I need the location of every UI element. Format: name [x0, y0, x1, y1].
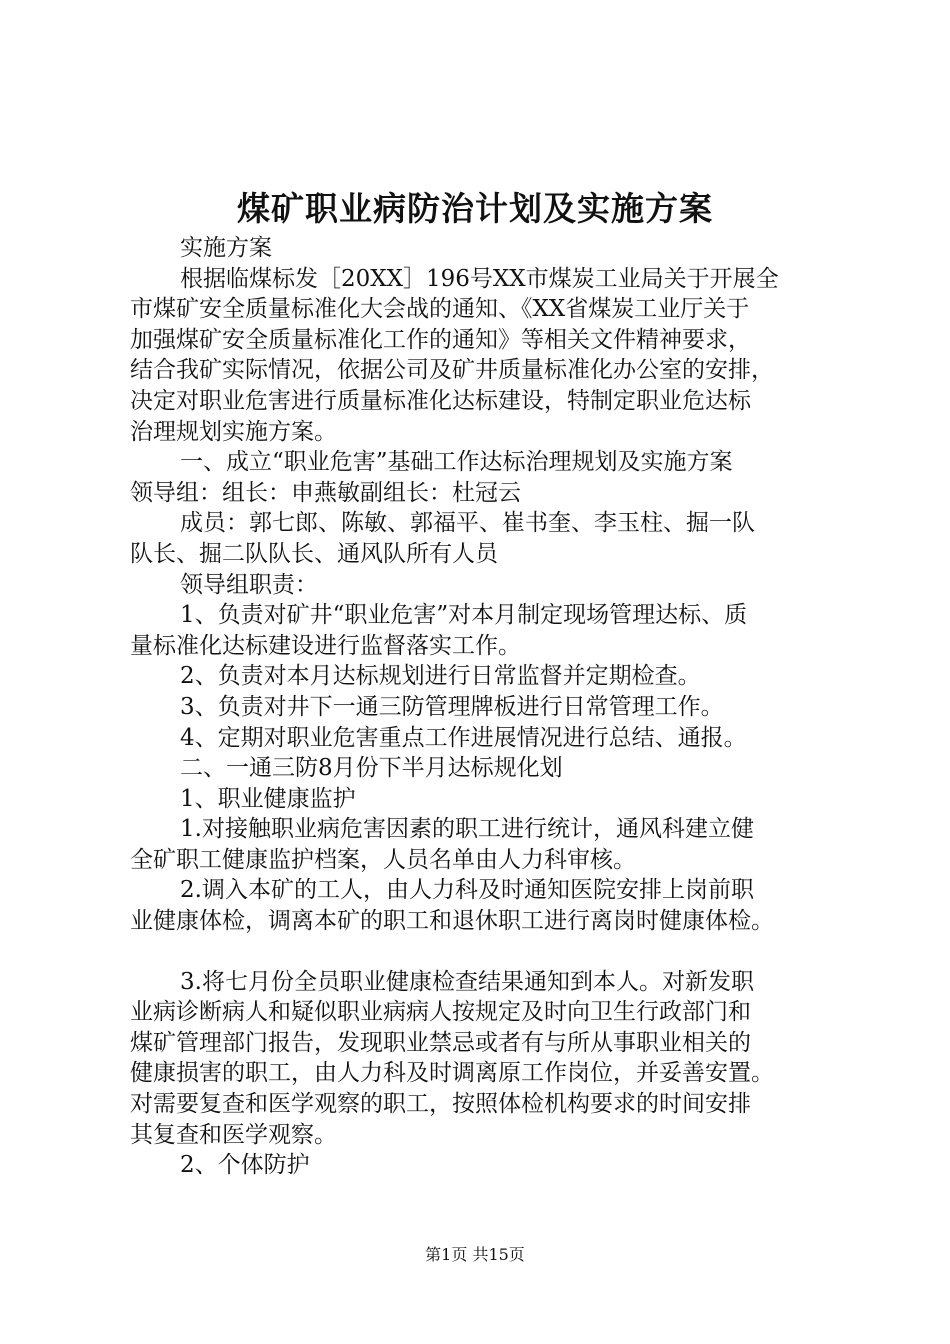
paragraph-duty-3: 3、负责对井下一通三防管理牌板进行日常管理工作。	[180, 693, 724, 720]
document-body	[130, 233, 835, 1181]
paragraph-heading-plan: 实施方案	[180, 235, 272, 261]
paragraph-subsection-health: 1、职业健康监护	[180, 785, 356, 812]
paragraph-subsection-protection: 2、个体防护	[180, 1152, 310, 1179]
paragraph-duties-heading: 领导组职责：	[180, 571, 318, 598]
paragraph-health-3: 3.将七月份全员职业健康检查结果通知到本人。对新发职 业病诊断病人和疑似职业病病人按规定及时向卫生行政部门和 煤矿管理部门报告，发现职业禁忌或者有与所从事职业相关的 健康损害的职工，由人力科及时调离原工作岗位，并妥善安置。 对需要复查和医学观察的职工，按照体检机构要求的时间安排 其复查和医学观察。	[130, 968, 774, 1148]
paragraph-duty-4: 4、定期对职业危害重点工作进展情况进行总结、通报。	[180, 724, 747, 751]
paragraph-section-two: 二、一通三防8月份下半月达标规化划	[180, 755, 563, 782]
paragraph-basis: 根据临煤标发［20XX］196号XX市煤炭工业局关于开展全 市煤矿安全质量标准化大会战的通知、《XX省煤炭工业厅关于 加强煤矿安全质量标准化工作的通知》等相关文件精神要求， 结合我矿实际情况，依据公司及矿井质量标准化办公室的安排， 决定对职业危害进行质量标准化达标建设，特制定职业危达标 治理规划实施方案。	[130, 265, 779, 445]
paragraph-health-1: 1.对接触职业病危害因素的职工进行统计，通风科建立健 全矿职工健康监护档案，人员名单由人力科审核。	[130, 816, 754, 873]
paragraph-duty-2: 2、负责对本月达标规划进行日常监督并定期检查。	[180, 663, 701, 690]
paragraph-health-2: 2.调入本矿的工人，由人力科及时通知医院安排上岗前职 业健康体检，调离本矿的职工和退休职工进行离岗时健康体检。	[130, 877, 774, 935]
paragraph-section-one: 一、成立“职业危害”基础工作达标治理规划及实施方案 领导组：组长：申燕敏副组长：杜冠云	[130, 449, 733, 506]
paragraph-duty-1: 1、负责对矿井“职业危害”对本月制定现场管理达标、质 量标准化达标建设进行监督落实工作。	[130, 602, 748, 659]
paragraph-members: 成员：郭七郎、陈敏、郭福平、崔书奎、李玉柱、掘一队 队长、掘二队队长、通风队所有人员	[130, 510, 755, 567]
document-title: 煤矿职业病防治计划及实施方案	[237, 189, 713, 228]
page-footer: 第1页 共15页	[425, 1245, 525, 1264]
